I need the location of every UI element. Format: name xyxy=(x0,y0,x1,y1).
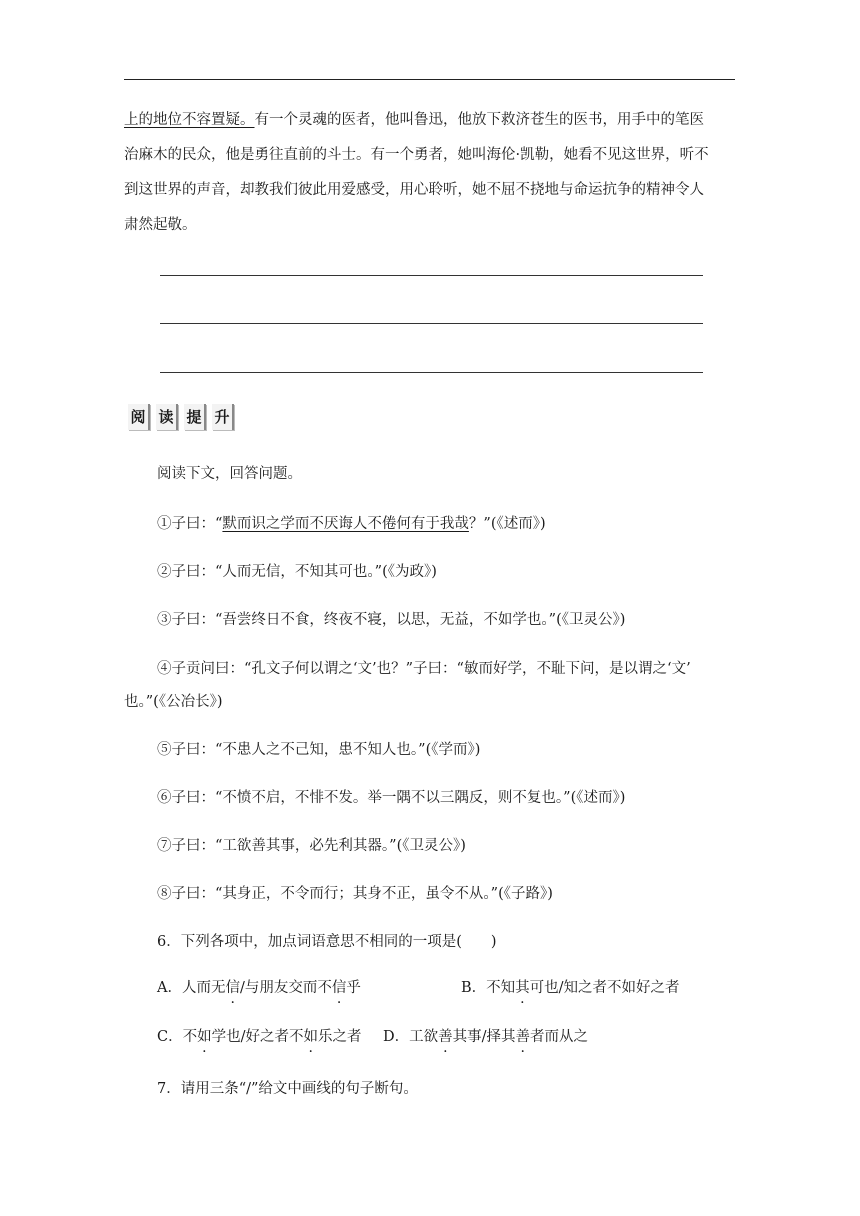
analects-item-7: ⑦子曰：“工欲善其事，必先利其器。”(《卫灵公》) xyxy=(157,838,466,854)
paragraph-line-2: 治麻木的民众，他是勇往直前的斗士。有一个勇者，她叫海伦·凯勒，她看不见这世界，听不 xyxy=(124,147,709,163)
paragraph-text: 有一个灵魂的医者，他叫鲁迅，他放下救济苍生的医书，用手中的笔医 xyxy=(254,112,704,128)
dotted-char: 善 xyxy=(438,1029,453,1045)
header-rule xyxy=(124,79,735,80)
item-text: ？”(《述而》) xyxy=(468,516,546,532)
reading-intro: 阅读下文，回答问题。 xyxy=(157,466,302,482)
option-text: 其事/择其 xyxy=(452,1029,516,1045)
dotted-char: 如 xyxy=(303,1029,318,1045)
item-text: ①子曰：“ xyxy=(157,516,223,532)
analects-item-4-line-1: ④子贡问曰：“孔文子何以谓之‘文’也？”子曰：“敏而好学，不耻下问，是以谓之‘文’ xyxy=(157,661,691,677)
paragraph-line-4: 肃然起敬。 xyxy=(124,217,197,233)
dotted-char: 如 xyxy=(197,1029,212,1045)
section-heading xyxy=(128,404,240,430)
section-char: 读 xyxy=(156,404,178,430)
answer-blank-line xyxy=(160,372,703,373)
option-c xyxy=(157,1027,362,1047)
option-text: D．工欲 xyxy=(383,1029,439,1045)
answer-blank-line xyxy=(160,275,703,276)
option-b xyxy=(461,978,680,998)
section-char: 升 xyxy=(212,404,234,430)
question-6-stem: 6．下列各项中，加点词语意思不相同的一项是( ) xyxy=(157,934,497,950)
paragraph-line-3: 到这世界的声音，却教我们彼此用爱感受，用心聆听，她不屈不挠地与命运抗争的精神令人 xyxy=(124,182,704,198)
dotted-char: 信 xyxy=(331,980,347,996)
dotted-char: 信 xyxy=(225,980,240,996)
underlined-sentence: 默而识之学而不厌诲人不倦何有于我哉 xyxy=(222,516,469,532)
section-char: 阅 xyxy=(128,404,150,430)
analects-item-4-line-2: 也。”(《公冶长》) xyxy=(124,694,223,710)
question-7-stem: 7．请用三条“/”给文中画线的句子断句。 xyxy=(157,1081,418,1097)
paragraph-line-1 xyxy=(124,110,704,130)
option-d xyxy=(383,1027,588,1047)
option-text: 乎 xyxy=(346,980,361,996)
option-text: 学也/好之者不 xyxy=(211,1029,304,1045)
analects-item-1 xyxy=(157,514,546,534)
analects-item-3: ③子曰：“吾尝终日不食，终夜不寝，以思，无益，不如学也。”(《卫灵公》) xyxy=(157,612,626,628)
analects-item-5: ⑤子曰：“不患人之不己知，患不知人也。”(《学而》) xyxy=(157,742,481,758)
option-text: 乐之者 xyxy=(318,1029,362,1045)
dotted-char: 善 xyxy=(515,1029,531,1045)
section-char: 提 xyxy=(184,404,206,430)
option-text: B．不知 xyxy=(461,980,516,996)
option-text: 可也/知之者不如好之者 xyxy=(529,980,680,996)
answer-blank-line xyxy=(160,323,703,324)
option-text: C．不 xyxy=(157,1029,198,1045)
dotted-char: 其 xyxy=(515,980,530,996)
analects-item-2: ②子曰：“人而无信，不知其可也。”(《为政》) xyxy=(157,564,437,580)
option-text: /与朋友交而不 xyxy=(239,980,332,996)
option-text: A．人而无 xyxy=(157,980,226,996)
option-a xyxy=(157,978,361,998)
analects-item-6: ⑥子曰：“不愤不启，不悱不发。举一隅不以三隅反，则不复也。”(《述而》) xyxy=(157,790,626,806)
option-text: 者而从之 xyxy=(530,1029,589,1045)
underlined-text: 上的地位不容置疑。 xyxy=(124,112,255,128)
analects-item-8: ⑧子曰：“其身正，不令而行；其身不正，虽令不从。”(《子路》) xyxy=(157,886,553,902)
